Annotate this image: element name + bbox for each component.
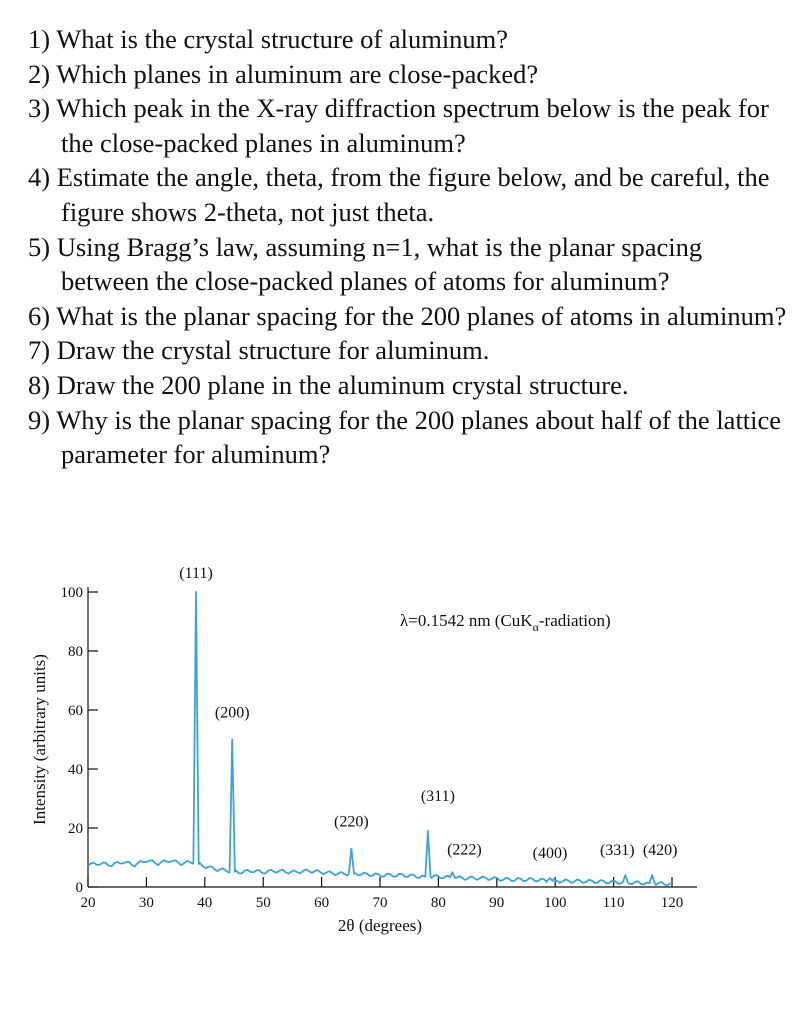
peak-label: (311) <box>420 787 455 805</box>
x-tick-label: 70 <box>372 895 388 911</box>
peak-label: (111) <box>179 565 213 582</box>
peak-point <box>427 830 429 832</box>
peak-label: (200) <box>214 704 250 722</box>
y-tick-label: 80 <box>68 644 83 660</box>
question-item: 9) Why is the planar spacing for the 200 planes about half of the lattice parameter for aluminum? <box>28 404 782 470</box>
y-tick-label: 40 <box>68 762 83 778</box>
peak-label: (400) <box>532 845 568 863</box>
question-item: 8) Draw the 200 plane in the aluminum crystal structure. <box>28 369 629 400</box>
radiation-annotation <box>400 611 611 634</box>
peak-label: (331) <box>599 842 635 860</box>
annotation-suffix: -radiation) <box>538 611 611 630</box>
peak-point <box>351 848 353 850</box>
y-tick-label: 100 <box>60 585 83 601</box>
x-tick-label: 40 <box>197 895 213 911</box>
x-tick-label: 50 <box>255 895 271 911</box>
question-item: 5) Using Bragg’s law, assuming n=1, what is the planar spacing between the close-packed planes of atoms for aluminum? <box>28 231 703 297</box>
question-item: 4) Estimate the angle, theta, from the figure below, and be careful, the figure shows 2-theta, not just theta. <box>28 162 770 227</box>
peak-point <box>231 739 233 741</box>
x-tick-label: 110 <box>602 895 625 911</box>
question-item: 6) What is the planar spacing for the 200 planes of atoms in aluminum? <box>28 300 787 331</box>
peak-point <box>549 877 551 879</box>
peak-label: (420) <box>642 842 678 860</box>
y-axis-title: Intensity (arbitrary units) <box>30 654 49 825</box>
y-tick-label: 60 <box>68 703 83 719</box>
x-tick-label: 100 <box>543 895 567 911</box>
y-tick-label: 20 <box>68 821 83 837</box>
peak-point <box>195 591 197 593</box>
peak-point <box>624 874 626 876</box>
question-list <box>28 22 788 472</box>
y-tick-label: 0 <box>75 880 83 896</box>
x-tick-label: 20 <box>80 895 96 911</box>
spectrum-line <box>88 592 671 885</box>
peak-label: (222) <box>447 841 482 859</box>
x-axis-title: 2θ (degrees) <box>337 916 423 935</box>
x-tick-label: 30 <box>138 895 154 911</box>
annotation-prefix: λ=0.1542 nm (CuK <box>400 611 533 630</box>
xrd-chart <box>0 560 803 960</box>
x-tick-label: 90 <box>489 895 505 911</box>
question-item: 7) Draw the crystal structure for aluminum. <box>28 335 490 366</box>
series <box>88 591 671 885</box>
x-tick-label: 120 <box>660 895 684 911</box>
peak-label: (220) <box>334 813 369 831</box>
question-item: 3) Which peak in the X-ray diffraction spectrum below is the peak for the close-packed planes in aluminum? <box>28 93 769 158</box>
x-tick-label: 60 <box>314 895 330 911</box>
question-item: 1) What is the crystal structure of aluminum? <box>28 24 509 54</box>
peak-point <box>651 874 653 876</box>
question-item: 2) Which planes in aluminum are close-packed? <box>28 58 539 89</box>
x-tick-label: 80 <box>430 895 446 911</box>
peak-point <box>452 871 454 873</box>
annotation-subscript: α <box>532 620 539 634</box>
peak-labels <box>179 565 677 862</box>
